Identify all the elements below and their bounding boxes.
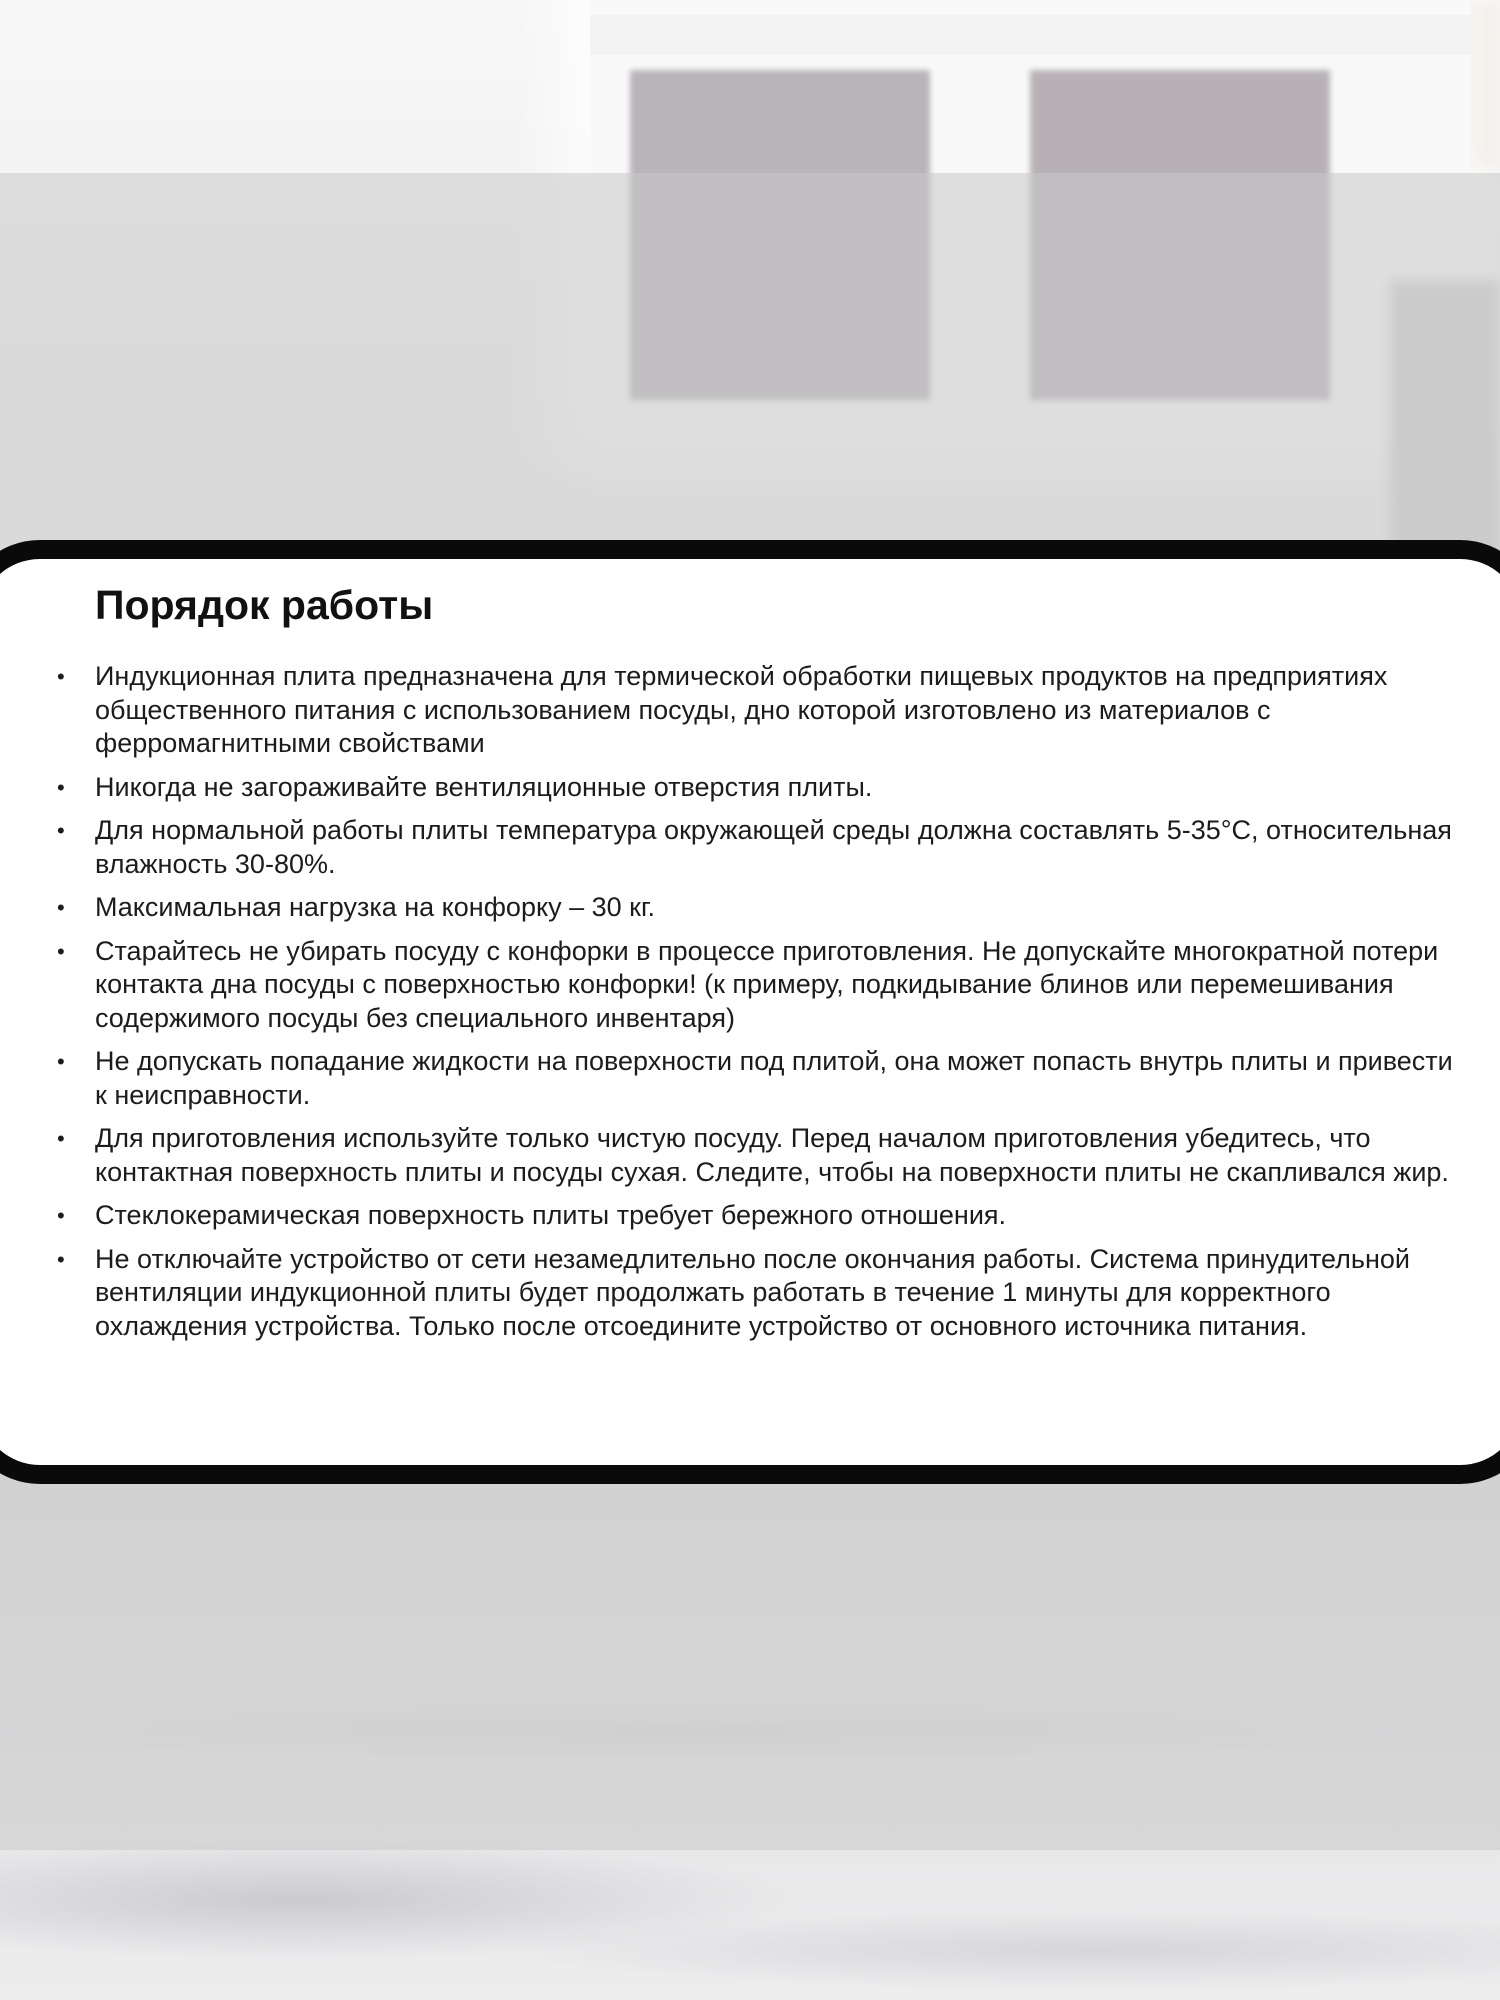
- list-item: [57, 660, 1470, 761]
- list-item: [57, 1243, 1470, 1344]
- list-item-text: Для нормальной работы плиты температура окружающей среды должна составлять 5-35°С, относительная влажность 30-80%.: [95, 815, 1452, 879]
- list-item-text: Для приготовления используйте только чистую посуду. Перед началом приготовления убедитесь, что контактная поверхность плиты и посуды сухая. Следите, чтобы на поверхности плиты не скапливался жир.: [95, 1123, 1449, 1187]
- bullet: •: [57, 1246, 65, 1272]
- bullet: •: [57, 895, 65, 920]
- list-item: [57, 1199, 1470, 1233]
- bullet: •: [57, 774, 65, 800]
- list-item-text: Старайтесь не убирать посуду с конфорки в процессе приготовления. Не допускайте многократной потери контакта дна посуды с поверхностью конфорки! (к примеру, подкидывание блинов или перемешивания содержимого посуды без специального инвентаря): [95, 935, 1439, 1033]
- window-frame: [590, 15, 1470, 55]
- bullet: •: [57, 818, 65, 843]
- bullet: •: [57, 1126, 65, 1151]
- list-item-text: Индукционная плита предназначена для термической обработки пищевых продуктов на предприятиях общественного питания с использованием посуды, дно которой изготовлено из материалов с ферромагнитными свойствами: [95, 661, 1388, 758]
- list-item: [57, 891, 1470, 925]
- list-item: [57, 771, 1470, 805]
- list-item: [57, 1122, 1470, 1189]
- bullet: •: [57, 1049, 65, 1074]
- list-item-text: Никогда не загораживайте вентиляционные отверстия плиты.: [95, 771, 873, 802]
- card-title: Порядок работы: [95, 582, 434, 628]
- bullet: •: [57, 664, 65, 689]
- list-item: [57, 935, 1470, 1036]
- list-item-text: Максимальная нагрузка на конфорку – 30 кг.: [95, 892, 655, 922]
- list-item-text: Стеклокерамическая поверхность плиты требует бережного отношения.: [95, 1200, 1007, 1230]
- rules-list: [57, 660, 1470, 1343]
- list-item-text: Не допускать попадание жидкости на поверхности под плитой, она может попасть внутрь плиты и привести к неисправности.: [95, 1046, 1453, 1110]
- list-item: [57, 1045, 1470, 1112]
- list-item-text: Не отключайте устройство от сети незамедлительно после окончания работы. Система принудительной вентиляции индукционной плиты будет продолжать работать в течение 1 минуты для корректного охлаждения устройства. Только после отсоедините устройство от основного источника питания.: [95, 1243, 1410, 1341]
- bullet: •: [57, 938, 65, 964]
- list-item: [57, 814, 1470, 881]
- instruction-card-content: [57, 578, 1470, 1353]
- bullet: •: [57, 1203, 65, 1228]
